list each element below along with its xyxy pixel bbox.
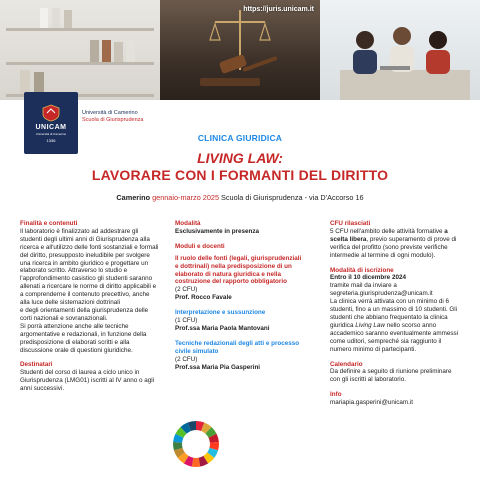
- module-title: Il ruolo delle fonti (legali, giurisprudenziali e dottrinali) nella predisposizione di un elaborato di natura giuridica e nella costruzione del rapporto obbligatorio: [175, 254, 302, 286]
- email-instruction[interactable]: tramite mail da inviare a segreteria.giurisprudenza@unicam.it: [330, 282, 433, 298]
- book: [40, 8, 48, 28]
- paragraph: [330, 228, 460, 260]
- scales-gavel-icon: [160, 0, 320, 100]
- module-professor: Prof. Rocco Favale: [175, 294, 232, 302]
- section-heading: Info: [330, 391, 342, 399]
- logo-name: UNICAM: [35, 123, 67, 131]
- paragraph: e degli orientamenti della giurisprudenza delle corti nazionali e sovranazionali.: [20, 306, 149, 322]
- text: , previo superamento di prove di verifica del profitto (sono previste verifiche intermedie al termine di ogni modulo).: [330, 235, 457, 259]
- text: 5 CFU nell'ambito delle attività formative: [330, 227, 443, 235]
- section-heading: Calendario: [330, 360, 363, 368]
- section-heading: Modalità di iscrizione: [330, 266, 394, 274]
- page-subtitle: LAVORARE CON I FORMANTI DEL DIRITTO: [91, 167, 389, 183]
- book: [64, 10, 72, 28]
- sdg-wheel-icon: [172, 420, 220, 468]
- students-photo: [320, 0, 480, 100]
- students-group-icon: [320, 0, 480, 100]
- university-line: Università di Camerino: [82, 110, 138, 116]
- contact-email[interactable]: mariapia.gasperini@unicam.it: [330, 399, 414, 407]
- book: [114, 42, 123, 62]
- logo-year: 1336: [46, 137, 56, 143]
- gavel-photo: [160, 0, 320, 100]
- url-prefix: https:: [243, 6, 263, 13]
- paragraph: Da definire a seguito di riunione preliminare con gli iscritti al laboratorio.: [330, 368, 452, 384]
- school-line: Scuola di Giurisprudenza: [82, 117, 144, 123]
- date-location: [0, 193, 480, 202]
- module-title: Tecniche redazionali degli atti e processo civile simulato: [175, 339, 300, 355]
- module-professor: Prof.ssa Maria Paola Mantovani: [175, 324, 270, 332]
- date-location-text: Scuola di Giurisprudenza - via D'Accorso 16: [221, 193, 364, 202]
- text-bold: a scelta libera: [330, 227, 448, 243]
- module-cfu: (2 CFU): [175, 286, 198, 294]
- page-title: LIVING LAW:: [197, 150, 283, 166]
- book: [52, 8, 60, 28]
- deadline: Entro il 10 dicembre 2024: [330, 274, 406, 282]
- column-info: [330, 220, 460, 407]
- logo-sub: Università di Camerino: [35, 131, 67, 136]
- date-city: Camerino: [116, 193, 151, 202]
- library-photo: [0, 0, 160, 100]
- shelf: [6, 28, 154, 31]
- unicam-logo: [24, 92, 78, 154]
- section-heading: Moduli e docenti: [175, 242, 225, 250]
- column-modules: [175, 220, 305, 372]
- sdg-center: [183, 431, 209, 457]
- text-italic: Living Law: [355, 321, 385, 329]
- module-cfu: (1 CFU): [175, 317, 198, 325]
- module-title: Interpretazione e sussunzione: [175, 309, 266, 317]
- shelf: [6, 62, 154, 65]
- section-heading: Modalità: [175, 220, 201, 227]
- university-name: [82, 110, 143, 124]
- url-host: juris.unicam.it: [266, 6, 314, 13]
- book: [126, 40, 135, 62]
- text: La clinica verrà attivata con un minimo di 6 studenti, fino a un massimo di 10 studenti. Gli studenti che abbiano frequentato la clinica giuridica: [330, 298, 458, 329]
- paragraph: Esclusivamente in presenza: [175, 227, 259, 235]
- date-range: gennaio-marzo 2025: [152, 193, 220, 202]
- book: [90, 40, 99, 62]
- paragraph: Il laboratorio è finalizzato ad addestrare gli studenti degli ultimi anni di Giurisprudenza alla ricerca e all'utilizzo delle fonti sostanziali e formali del diritto, presupposto ineludibile per svolgere una ricerca in ambito giuridico e progettare un elaborato scritto. Attraverso lo studio e l'approfondimento casistico gli studenti saranno allenati a ricercare le norme di diritto applicabili e a comprenderne il contenuto precettivo, anche alla luce delle sistemazioni dottrinali: [20, 227, 159, 307]
- book: [34, 72, 44, 94]
- section-heading: CFU rilasciati: [330, 220, 371, 227]
- url-slash: //: [262, 6, 267, 13]
- paragraph: Si porrà attenzione anche alle tecniche argomentative e redazionali, in funzione della predisposizione di elaborati scritti e alla discussione orale di questioni giuridiche.: [20, 322, 147, 354]
- book: [20, 70, 30, 94]
- module-cfu: (2 CFU): [175, 355, 198, 363]
- column-aims: [20, 220, 160, 393]
- header-banner: [0, 0, 480, 100]
- kicker-title: CLINICA GIURIDICA: [197, 133, 283, 143]
- section-heading: Destinatari: [20, 361, 53, 369]
- module-professor: Prof.ssa Maria Pia Gasperini: [175, 363, 261, 371]
- text: nello scorso anno accademico saranno eventualmente ammessi come uditori, sempreché sia raggiunto il numero minimo di partecipanti.: [330, 321, 459, 353]
- book: [102, 40, 111, 62]
- paragraph: [330, 298, 460, 353]
- paragraph: Studenti del corso di laurea a ciclo unico in Giurisprudenza (LMG01) iscritti al IV anno o agli anni successivi.: [20, 369, 155, 393]
- section-heading: Finalità e contenuti: [20, 220, 78, 227]
- crest-icon: [41, 104, 61, 122]
- website-url[interactable]: [243, 6, 314, 13]
